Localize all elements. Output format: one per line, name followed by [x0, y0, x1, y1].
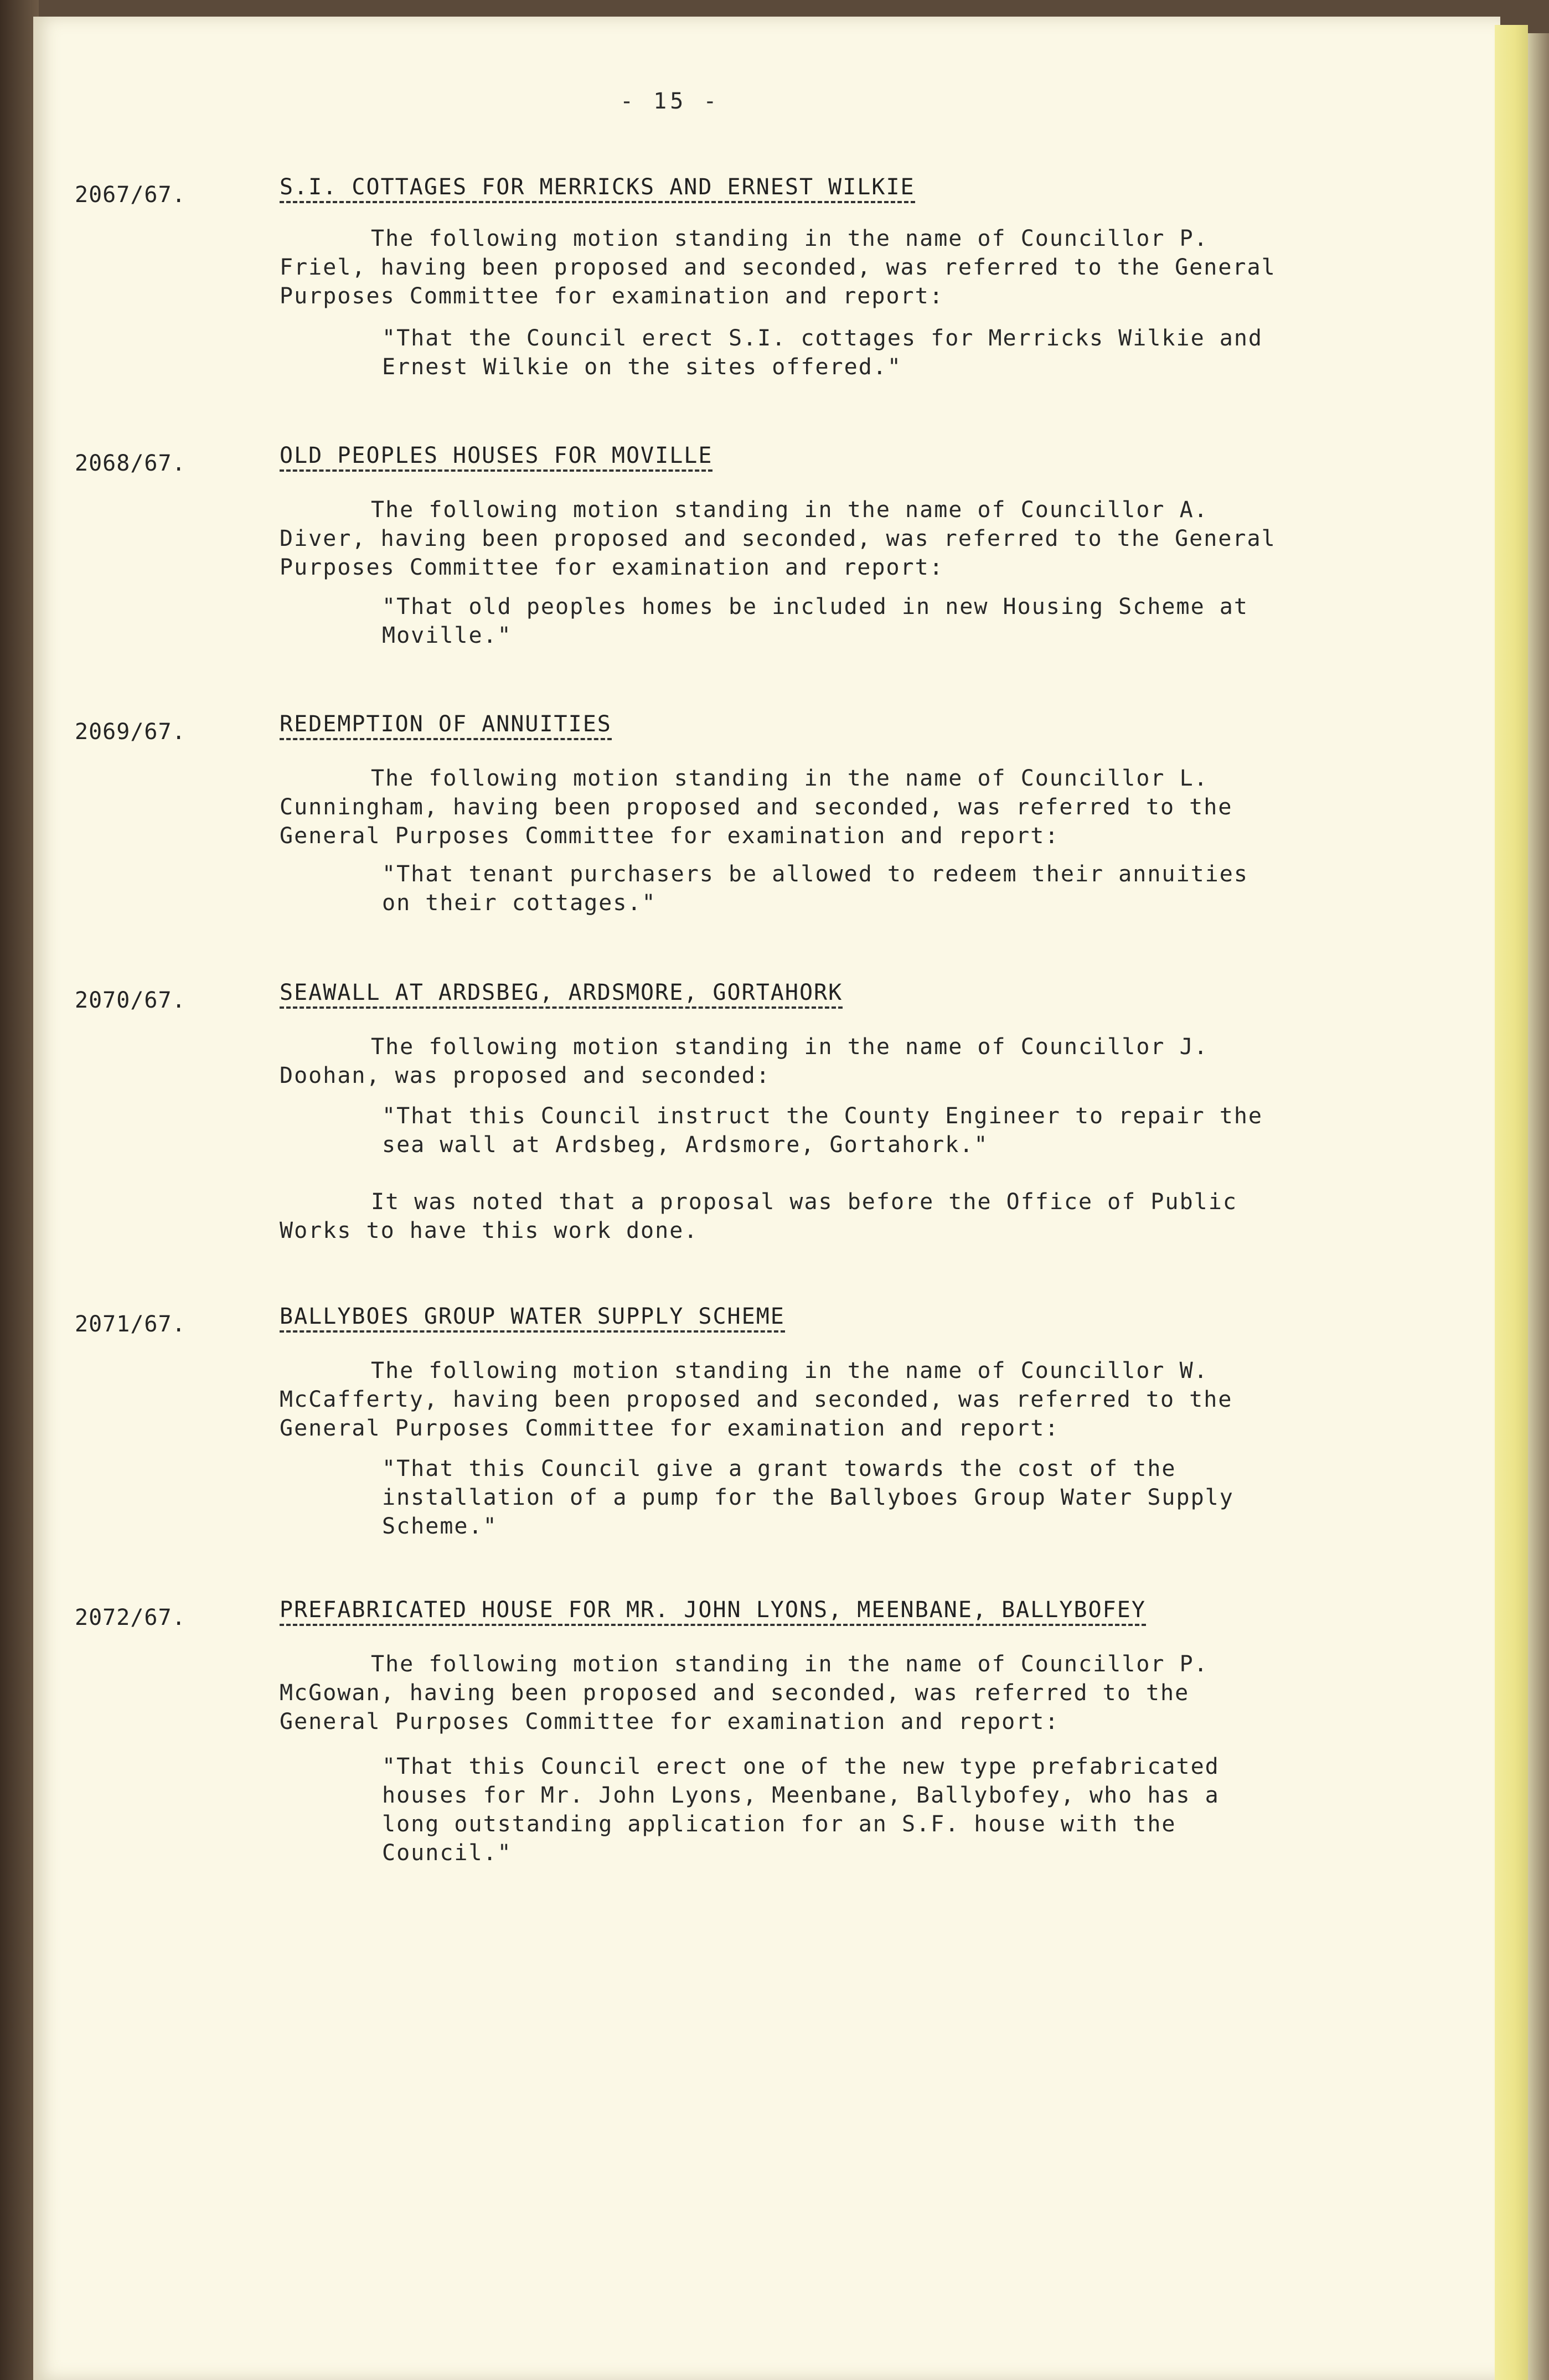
minute-body: The following motion standing in the name of Councillor J. Doohan, was proposed and seconded: — [280, 1034, 1209, 1088]
minute-ref: 2069/67. — [75, 719, 186, 745]
motion-text: "That this Council erect one of the new type prefabricated houses for Mr. John Lyons, Meenbane, Ballybofey, who has a long outstanding application for an S.F. house with the Council." — [382, 1754, 1220, 1866]
minute-heading: REDEMPTION OF ANNUITIES — [280, 711, 612, 740]
minute-heading: BALLYBOES GROUP WATER SUPPLY SCHEME — [280, 1304, 785, 1333]
minute-body: The following motion standing in the name of Councillor L. Cunningham, having been proposed and seconded, was referred to the General Purposes Committee for examination and report: — [280, 766, 1233, 849]
minute-heading: SEAWALL AT ARDSBEG, ARDSMORE, GORTAHORK — [280, 980, 843, 1009]
minute-body: The following motion standing in the name of Councillor P. McGowan, having been proposed and seconded, was referred to the General Purposes Committee for examination and report: — [280, 1651, 1209, 1734]
minute-heading: S.I. COTTAGES FOR MERRICKS AND ERNEST WILKIE — [280, 174, 915, 203]
motion-text: "That tenant purchasers be allowed to redeem their annuities on their cottages." — [382, 861, 1248, 916]
motion-text: "That this Council give a grant towards the cost of the installation of a pump for the Ballyboes Group Water Supply Scheme." — [382, 1456, 1234, 1539]
motion-text: "That this Council instruct the County Engineer to repair the sea wall at Ardsbeg, Ardsmore, Gortahork." — [382, 1103, 1263, 1158]
minute-note: It was noted that a proposal was before the Office of Public Works to have this work done. — [280, 1189, 1237, 1243]
minute-heading: PREFABRICATED HOUSE FOR MR. JOHN LYONS, MEENBANE, BALLYBOFEY — [280, 1597, 1146, 1626]
minute-ref: 2071/67. — [75, 1312, 186, 1337]
minute-ref: 2067/67. — [75, 182, 186, 208]
page-number: - 15 - — [620, 89, 720, 114]
minute-ref: 2068/67. — [75, 451, 186, 476]
minute-heading: OLD PEOPLES HOUSES FOR MOVILLE — [280, 443, 712, 472]
minute-body: The following motion standing in the name of Councillor W. McCafferty, having been proposed and seconded, was referred to the General Purposes Committee for examination and report: — [280, 1358, 1233, 1441]
minute-ref: 2070/67. — [75, 988, 186, 1013]
minute-body: The following motion standing in the name of Councillor A. Diver, having been proposed and seconded, was referred to the General Purposes Committee for examination and report: — [280, 497, 1276, 580]
minute-ref: 2072/67. — [75, 1605, 186, 1630]
motion-text: "That the Council erect S.I. cottages for Merricks Wilkie and Ernest Wilkie on the sites offered." — [382, 326, 1263, 380]
minute-body: The following motion standing in the name of Councillor P. Friel, having been proposed and seconded, was referred to the General Purposes Committee for examination and report: — [280, 226, 1276, 309]
motion-text: "That old peoples homes be included in new Housing Scheme at Moville." — [382, 594, 1248, 648]
page-stack — [1528, 33, 1549, 2380]
page-edge — [1495, 25, 1528, 2380]
